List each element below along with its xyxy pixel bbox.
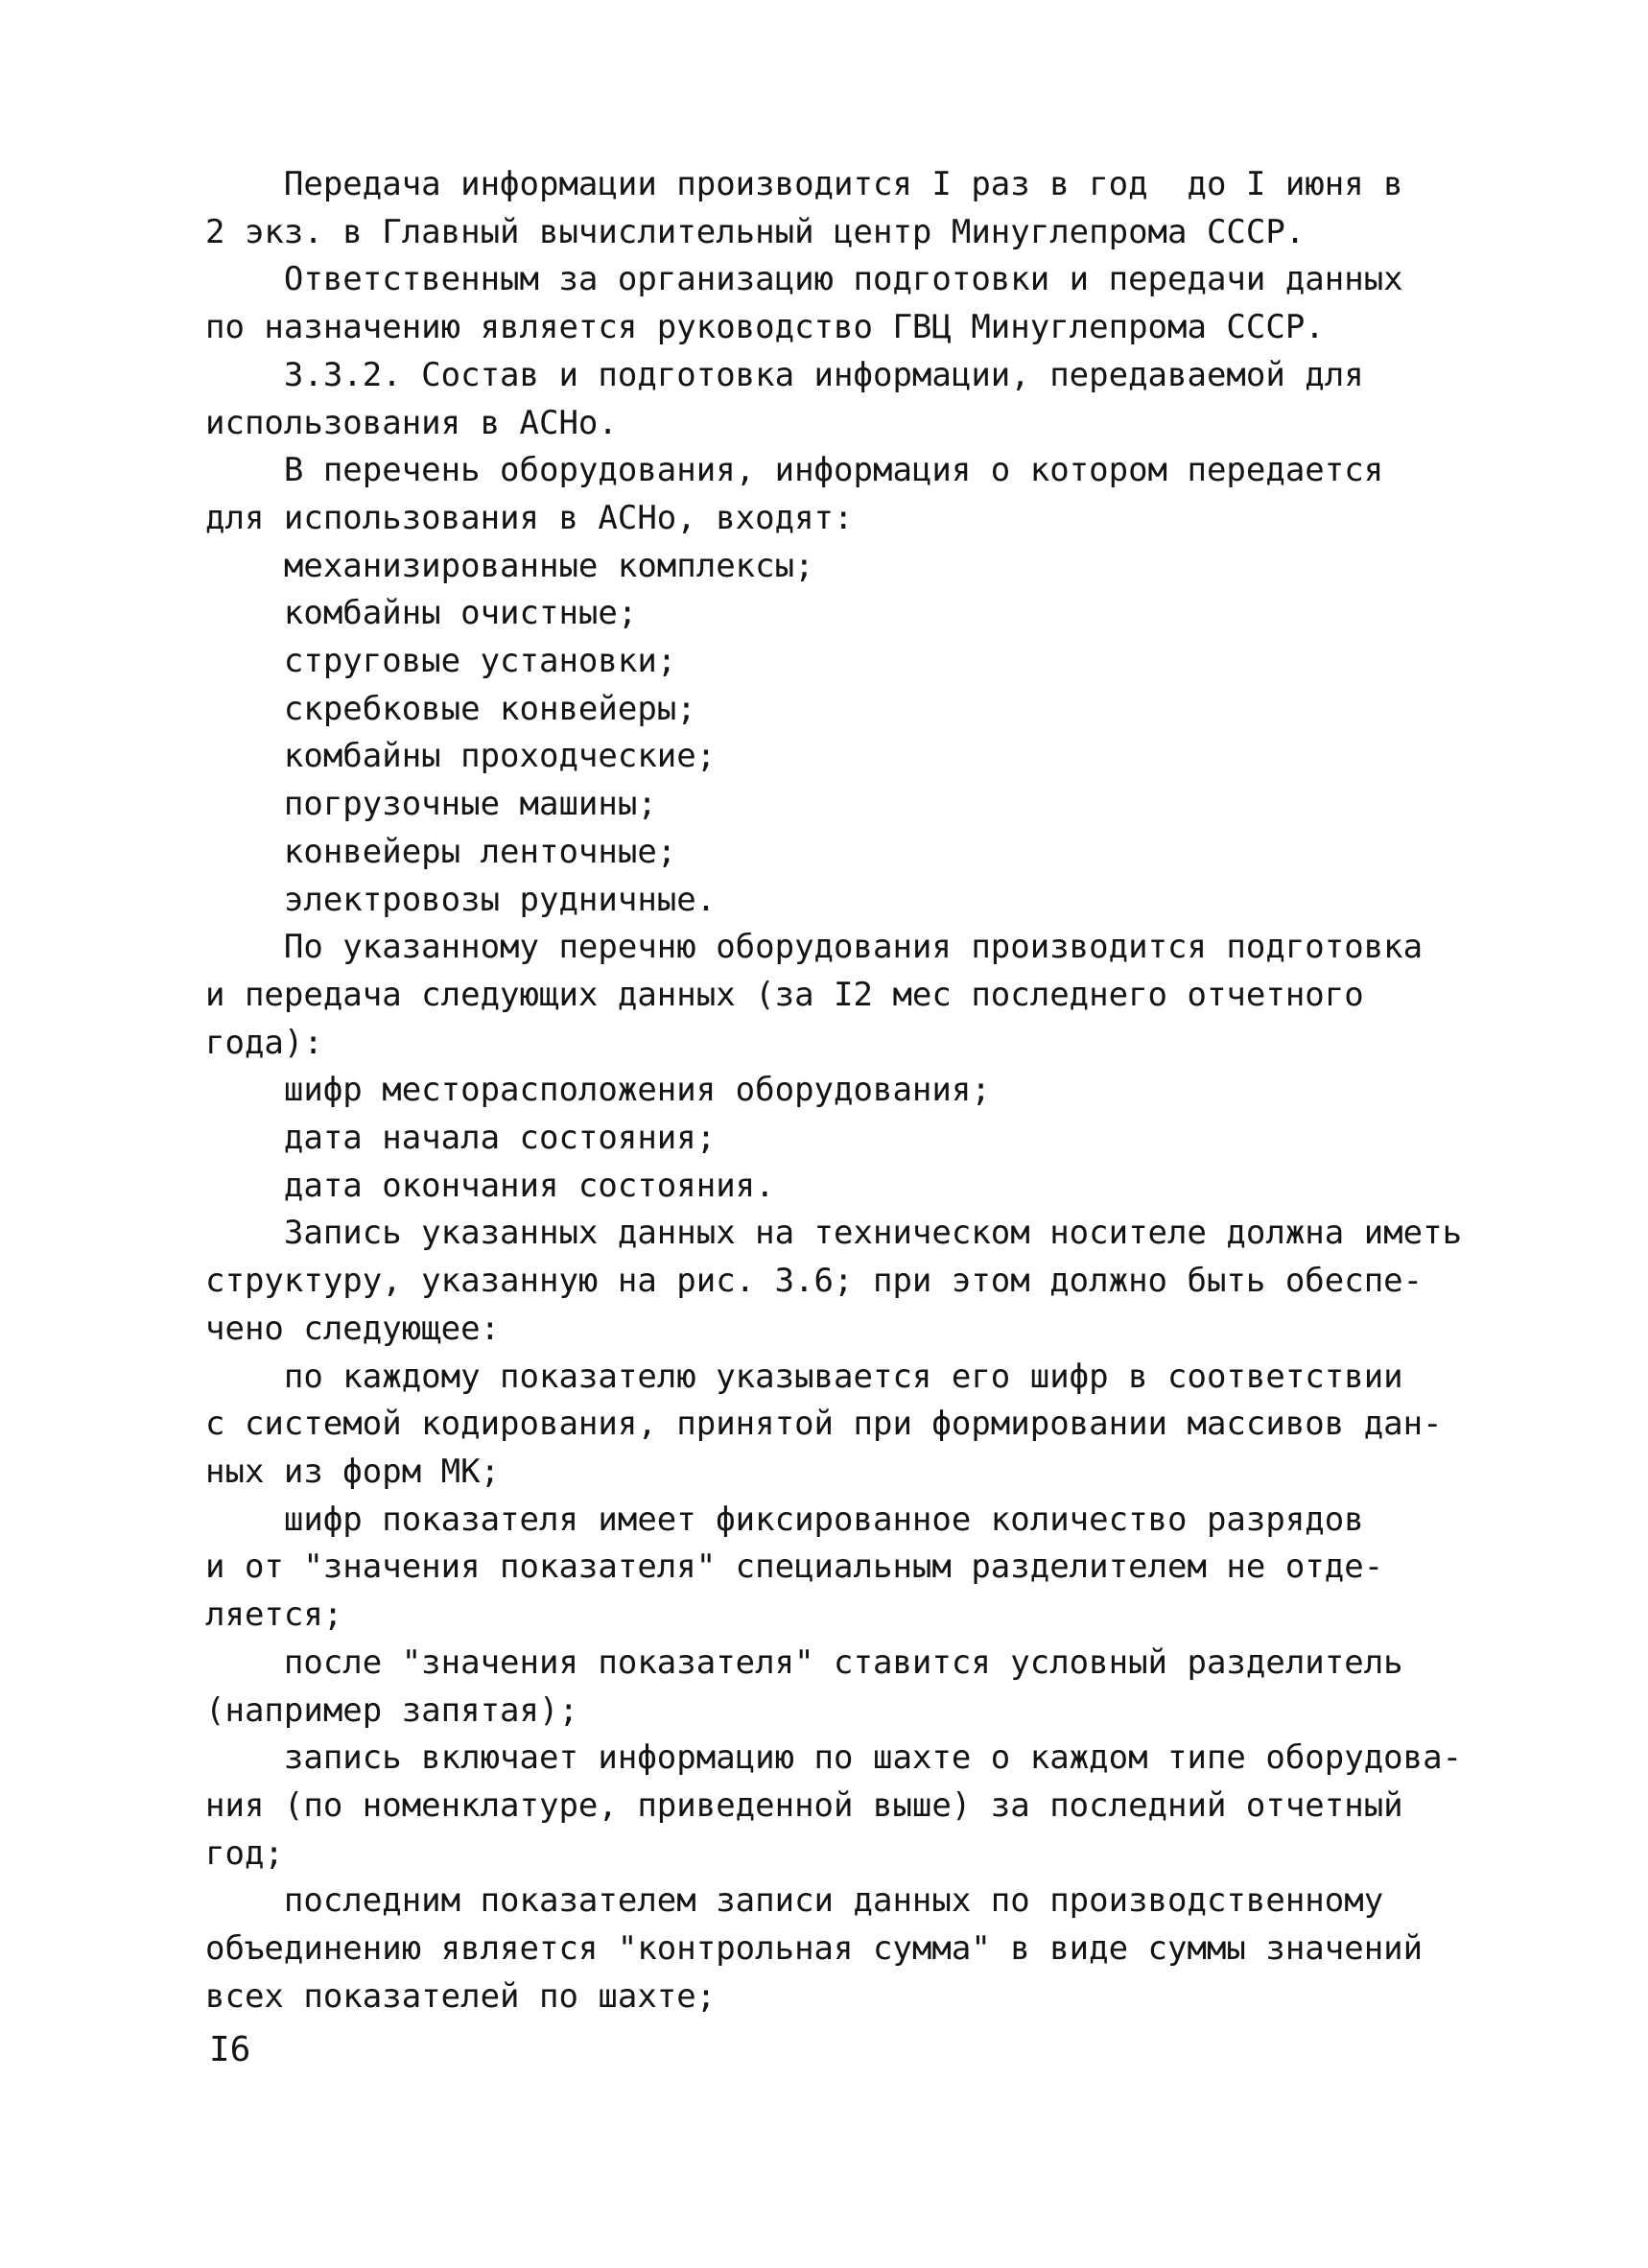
list-item: ных из форм МК; [205, 1452, 501, 1491]
list-item: запись включает информацию по шахте о каждом типе оборудова- [205, 1738, 1463, 1778]
list-item: электровозы рудничные. [205, 880, 717, 919]
list-item: механизированные комплексы; [205, 546, 814, 585]
text-line: По указанному перечню оборудования производится подготовка [205, 928, 1424, 967]
text-line: Запись указанных данных на техническом носителе должна иметь [205, 1214, 1463, 1253]
list-item: по каждому показателю указывается его шифр в соответствии [205, 1357, 1403, 1396]
list-item: объединению является "контрольная сумма" в виде суммы значений [205, 1929, 1424, 1969]
list-item: погрузочные машины; [205, 785, 657, 824]
list-item: комбайны проходческие; [205, 737, 717, 776]
list-item: ния (по номенклатуре, приведенной выше) за последний отчетный [205, 1785, 1403, 1825]
list-item: дата окончания состояния. [205, 1166, 775, 1205]
text-line: чено следующее: [205, 1309, 501, 1348]
section-heading-line: использования в АСНо. [205, 403, 618, 442]
list-item: с системой кодирования, принятой при формировании массивов дан- [205, 1405, 1443, 1444]
text-line: Ответственным за организацию подготовки и передачи данных [205, 260, 1403, 299]
list-item: комбайны очистные; [205, 594, 638, 633]
text-line: для использования в АСНо, входят: [205, 498, 854, 537]
list-item: всех показателей по шахте; [205, 1976, 717, 2016]
list-item: скребковые конвейеры; [205, 689, 696, 728]
text-line: 2 экз. в Главный вычислительный центр Минуглепрома СССР. [205, 212, 1306, 251]
text-line: и передача следующих данных (за I2 мес последнего отчетного [205, 975, 1364, 1014]
list-item: после "значения показателя" ставится условный разделитель [205, 1642, 1403, 1682]
list-item: ляется; [205, 1595, 343, 1635]
text-line: по назначению является руководство ГВЦ Минуглепрома СССР. [205, 308, 1325, 347]
text-line: В перечень оборудования, информация о котором передается [205, 451, 1384, 490]
list-item: и от "значения показателя" специальным разделителем не отде- [205, 1547, 1384, 1587]
list-item: струговые установки; [205, 642, 677, 681]
body-text [205, 161, 1463, 2020]
list-item: шифр месторасположения оборудования; [205, 1071, 991, 1110]
list-item: год; [205, 1833, 284, 1873]
list-item: шифр показателя имеет фиксированное количество разрядов [205, 1500, 1364, 1539]
list-item: последним показателем записи данных по производственному [205, 1881, 1384, 1921]
text-line: структуру, указанную на рис. 3.6; при этом должно быть обеспе- [205, 1262, 1424, 1301]
text-line: Передача информации производится I раз в год до I июня в [205, 165, 1403, 203]
page-number: I6 [209, 2030, 251, 2069]
list-item: (например запятая); [205, 1690, 578, 1730]
text-line: года): [205, 1023, 323, 1062]
list-item: дата начала состояния; [205, 1119, 717, 1158]
section-heading-line: 3.3.2. Состав и подготовка информации, передаваемой для [205, 355, 1364, 394]
list-item: конвейеры ленточные; [205, 832, 677, 871]
